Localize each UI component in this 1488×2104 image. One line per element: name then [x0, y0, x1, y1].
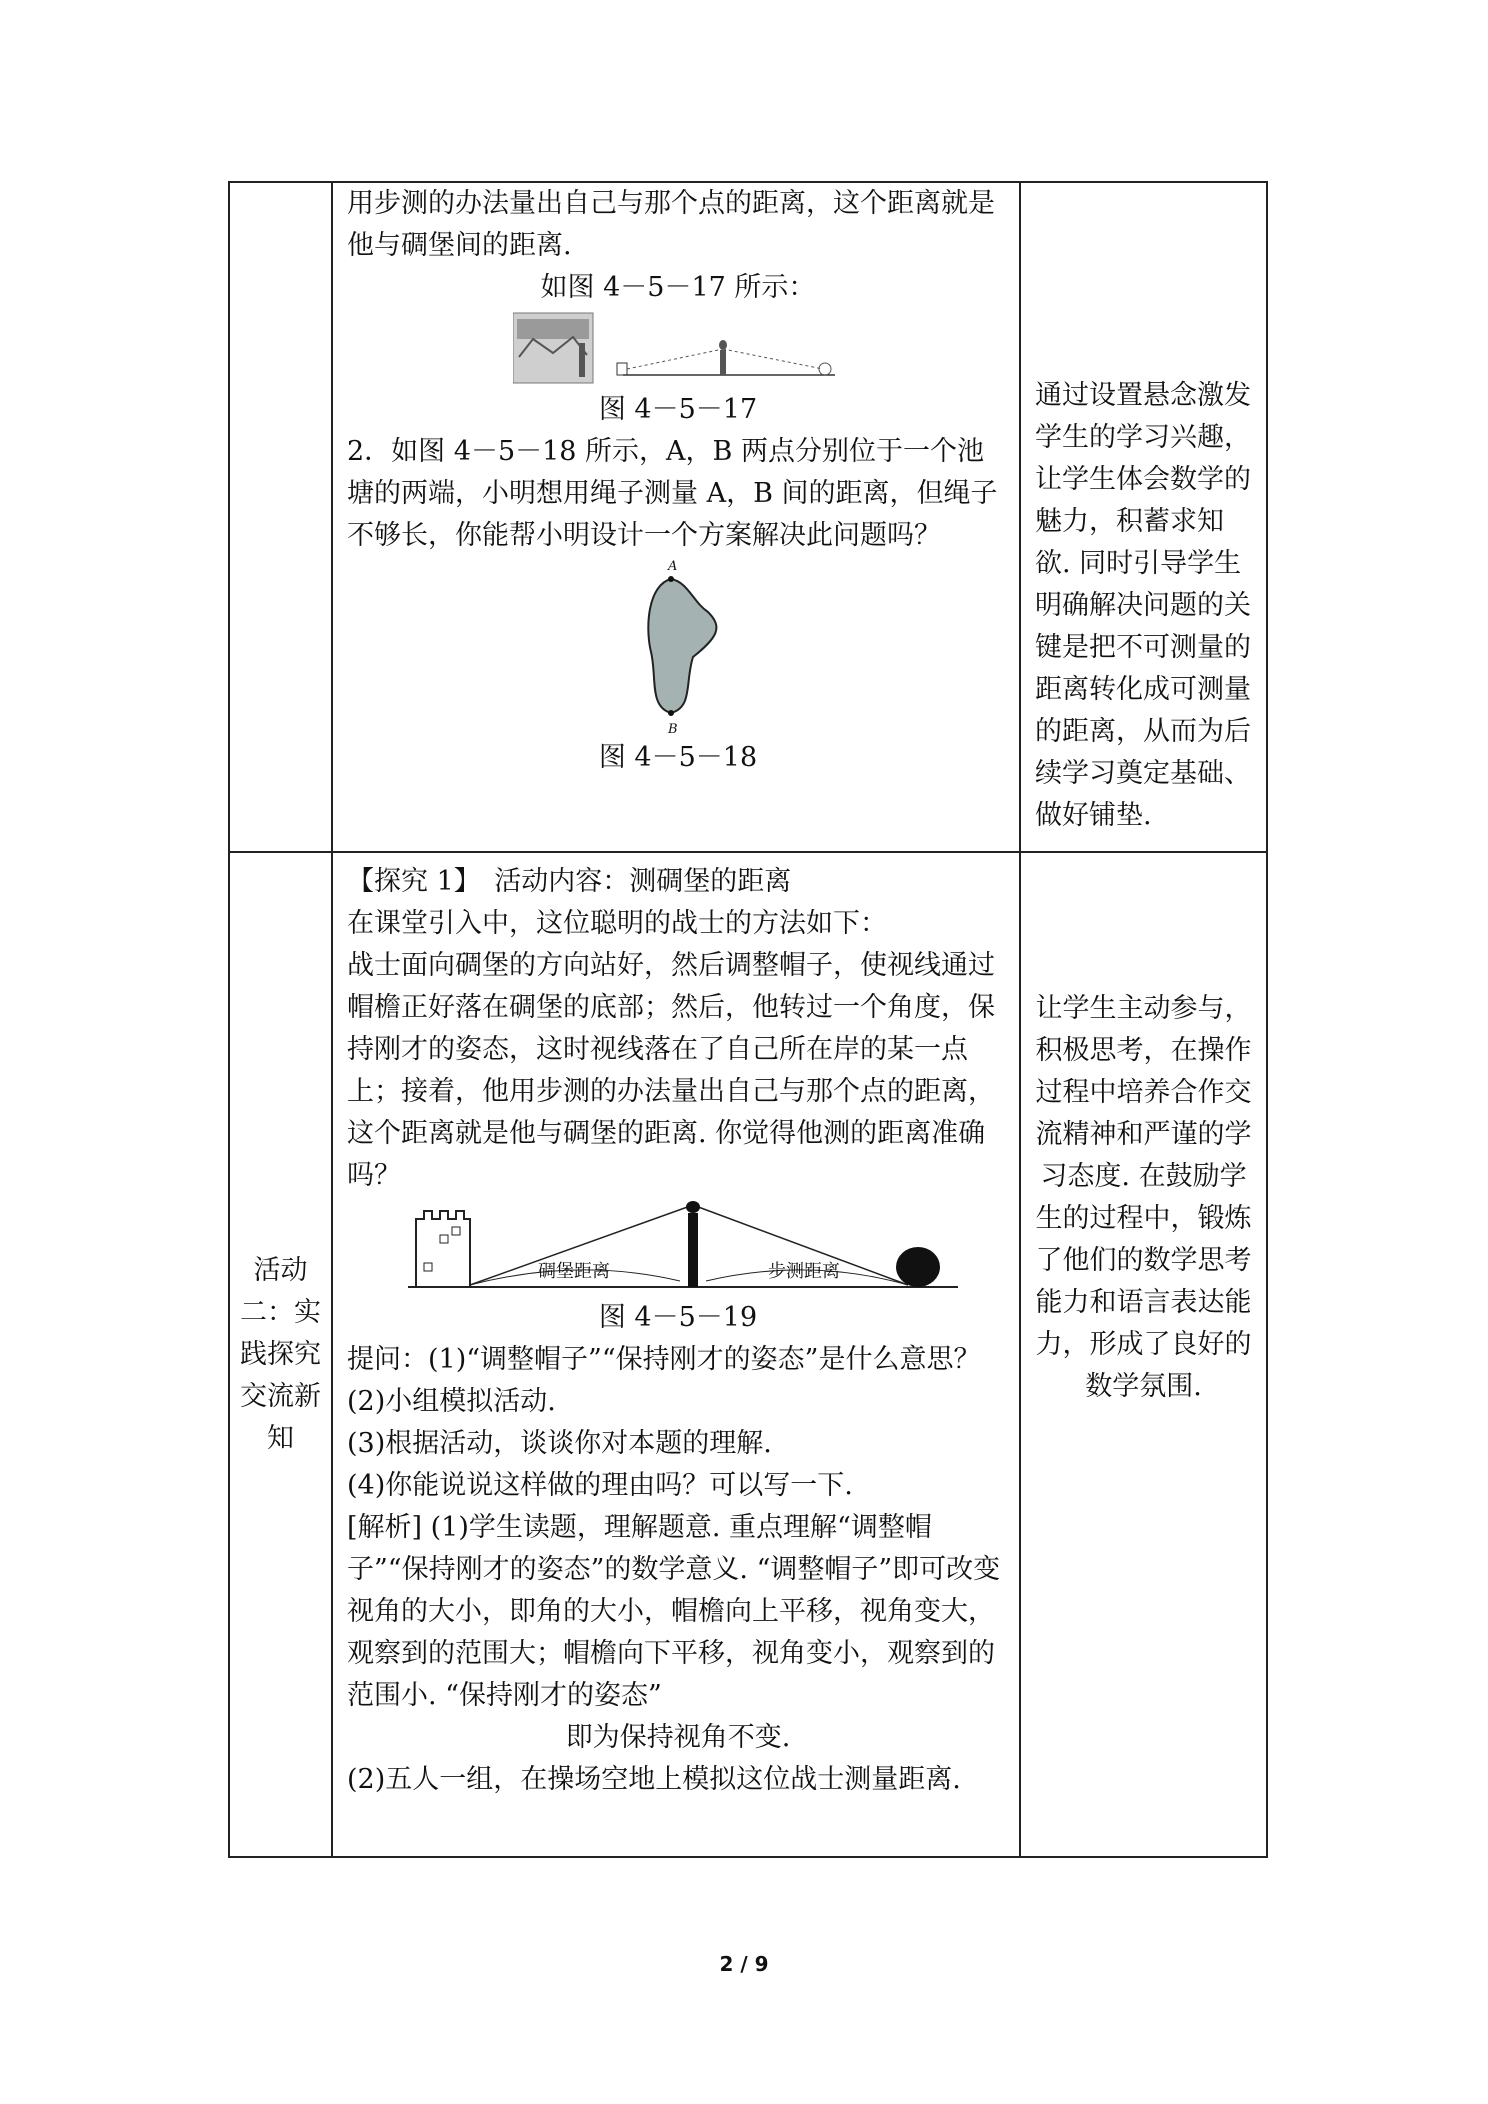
- point-b-label: B: [668, 722, 678, 737]
- figure-caption: 图 4－5－18: [598, 742, 758, 773]
- point-a-label: A: [668, 559, 678, 574]
- figure-caption: 图 4－5－17: [598, 394, 758, 425]
- table-row: [229, 182, 1267, 852]
- activity-label: 活动二：实践探究交流新知: [240, 1254, 321, 1454]
- paragraph: 用步测的办法量出自己与那个点的距离，这个距离就是他与碉堡间的距离.: [347, 188, 995, 261]
- paragraph: 在课堂引入中，这位聪明的战士的方法如下：: [347, 908, 887, 939]
- row1-note-cell: [1020, 182, 1267, 852]
- figure-intro: 如图 4－5－17 所示：: [540, 272, 816, 303]
- page-number: 2 / 9: [719, 1952, 769, 1976]
- question-3: (3)根据活动，谈谈你对本题的理解.: [347, 1428, 772, 1459]
- row1-label-cell: [229, 182, 332, 852]
- question-2: (2)小组模拟活动.: [347, 1386, 556, 1417]
- design-intent-note: 让学生主动参与，积极思考，在操作过程中培养合作交流精神和严谨的学习态度. 在鼓励学生的过程中，锻炼了他们的数学思考能力和语言表达能力，形成了良好的数学氛围.: [1035, 993, 1252, 1402]
- analysis-end: 即为保持视角不变.: [565, 1722, 791, 1753]
- lesson-table: [228, 181, 1268, 1858]
- pace-distance-label: 步测距离: [768, 1261, 840, 1281]
- figure-caption: 图 4－5－19: [598, 1302, 758, 1333]
- row2-content-cell: [332, 852, 1020, 1857]
- design-intent-note: 通过设置悬念激发学生的学习兴趣，让学生体会数学的魅力，积蓄求知欲. 同时引导学生明确解决问题的关键是把不可测量的距离转化成可测量的距离，从而为后续学习奠定基础、做好铺垫.: [1035, 380, 1251, 831]
- question-4: (4)你能说说这样做的理由吗？可以写一下.: [347, 1470, 853, 1501]
- row1-content-cell: [332, 182, 1020, 852]
- figure-4-5-17: [513, 309, 843, 389]
- question-1: 提问：(1)“调整帽子”“保持刚才的姿态”是什么意思？: [347, 1344, 981, 1375]
- question-2: 2．如图 4－5－18 所示，A，B 两点分别位于一个池塘的两端，小明想用绳子测量 A，B 间的距离，但绳子不够长，你能帮小明设计一个方案解决此问题吗？: [347, 436, 998, 551]
- table-row: [229, 852, 1267, 1857]
- row2-label-cell: [229, 852, 332, 1857]
- row2-note-cell: [1020, 852, 1267, 1857]
- castle-distance-label: 碉堡距离: [538, 1261, 610, 1281]
- analysis: [解析] (1)学生读题，理解题意. 重点理解“调整帽子”“保持刚才的姿态”的数学意义. “调整帽子”即可改变视角的大小，即角的大小，帽檐向上平移，视角变大，观察到的范围大；帽檐向下平移，视角变小，观察到的范围小. “保持刚才的姿态”: [347, 1512, 1001, 1711]
- figure-4-5-18-pond: [623, 557, 733, 737]
- figure-4-5-19: [398, 1197, 958, 1297]
- paragraph: 战士面向碉堡的方向站好，然后调整帽子，使视线通过帽檐正好落在碉堡的底部；然后，他转过一个角度，保持刚才的姿态，这时视线落在了自己所在岸的某一点上；接着，他用步测的办法量出自己与那个点的距离，这个距离就是他与碉堡的距离. 你觉得他测的距离准确吗？: [347, 950, 995, 1191]
- answer-2: (2)五人一组，在操场空地上模拟这位战士测量距离.: [347, 1764, 961, 1795]
- explore-title: 【探究 1】 活动内容：测碉堡的距离: [347, 866, 792, 897]
